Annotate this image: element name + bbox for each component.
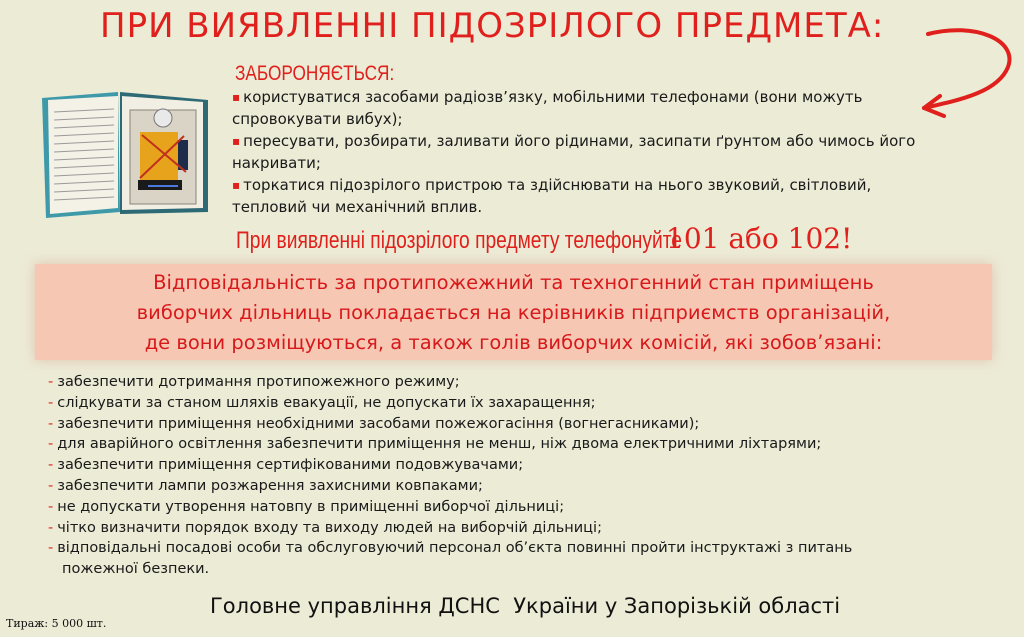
duty-text: для аварійного освітлення забезпечити приміщення не менш, ніж двома електричними ліхтарями;	[57, 436, 822, 453]
dash-icon: -	[48, 374, 54, 390]
duty-text: не допускати утворення натовпу в приміщенні виборчої дільниці;	[57, 498, 565, 515]
phone-instruction-text: При виявленні підозрілого предмету телефонуйте	[236, 227, 682, 254]
dash-icon: -	[48, 540, 54, 557]
duty-item	[48, 538, 1008, 559]
forbidden-item-text: пересувати, розбирати, заливати його рідинами, засипати ґрунтом або чимось його	[243, 132, 916, 150]
duties-list	[48, 372, 1008, 580]
dash-icon: -	[48, 519, 54, 536]
forbidden-item-text: користуватися засобами радіозв’язку, мобільними телефонами (вони можуть	[243, 88, 863, 106]
print-run: Тираж: 5 000 шт.	[6, 617, 107, 630]
responsibility-line: де вони розміщуються, а також голів виборчих комісій, які зобов’язані:	[144, 331, 883, 354]
duty-text: забезпечити лампи розжарення захисними ковпаками;	[57, 477, 483, 494]
dash-icon: -	[48, 415, 54, 432]
organization-name: Головне управління ДСНС України у Запорізькій області	[210, 594, 841, 618]
duty-item	[48, 455, 1008, 476]
forbidden-item	[232, 86, 992, 130]
duty-text: забезпечити дотримання протипожежного режиму;	[57, 374, 460, 390]
dash-icon: -	[48, 436, 54, 453]
duty-item-continuation: пожежної безпеки.	[62, 561, 210, 578]
duty-item	[48, 476, 1008, 497]
duty-text: слідкувати за станом шляхів евакуації, не допускати їх захаращення;	[57, 394, 596, 411]
forbidden-item-text-cont: накривати;	[232, 154, 321, 172]
forbidden-item	[232, 174, 992, 218]
bullet-icon: ▪	[232, 90, 241, 104]
responsibility-line: Відповідальність за протипожежний та техногенний стан приміщень	[153, 271, 874, 294]
duty-text: чітко визначити порядок входу та виходу людей на виборчій дільниці;	[57, 519, 602, 536]
phone-instruction	[236, 222, 852, 255]
dash-icon: -	[48, 457, 54, 474]
duty-item	[48, 414, 1008, 435]
book-bomb-illustration	[38, 90, 213, 220]
duty-item	[48, 518, 1008, 539]
bullet-icon: ▪	[232, 134, 241, 148]
page-title: ПРИ ВИЯВЛЕННІ ПІДОЗРІЛОГО ПРЕДМЕТА:	[100, 6, 885, 46]
duty-item	[48, 372, 1008, 393]
duty-item	[48, 434, 1008, 455]
forbidden-item-text-cont: тепловий чи механічний вплив.	[232, 198, 483, 216]
forbidden-heading: ЗАБОРОНЯЄТЬСЯ:	[235, 62, 395, 85]
duty-text: відповідальні посадові особи та обслуговуючий персонал об’єкта повинні пройти інструктажі з питань	[57, 540, 853, 557]
forbidden-list	[232, 86, 992, 218]
dash-icon: -	[48, 477, 54, 494]
duty-item	[48, 497, 1008, 518]
responsibility-line: виборчих дільниць покладається на керівників підприємств організацій,	[136, 301, 891, 324]
forbidden-item-text-cont: спровокувати вибух);	[232, 110, 403, 128]
forbidden-item	[232, 130, 992, 174]
bullet-icon: ▪	[232, 178, 241, 192]
emergency-numbers: 101 або 102!	[666, 222, 853, 255]
responsibility-box	[35, 264, 992, 360]
duty-text: забезпечити приміщення необхідними засобами пожежогасіння (вогнегасниками);	[57, 415, 700, 432]
forbidden-item-text: торкатися підозрілого пристрою та здійснювати на нього звуковий, світловий,	[243, 176, 872, 194]
duty-text: забезпечити приміщення сертифікованими подовжувачами;	[57, 457, 524, 474]
dash-icon: -	[48, 394, 54, 411]
dash-icon: -	[48, 498, 54, 515]
duty-item	[48, 393, 1008, 414]
